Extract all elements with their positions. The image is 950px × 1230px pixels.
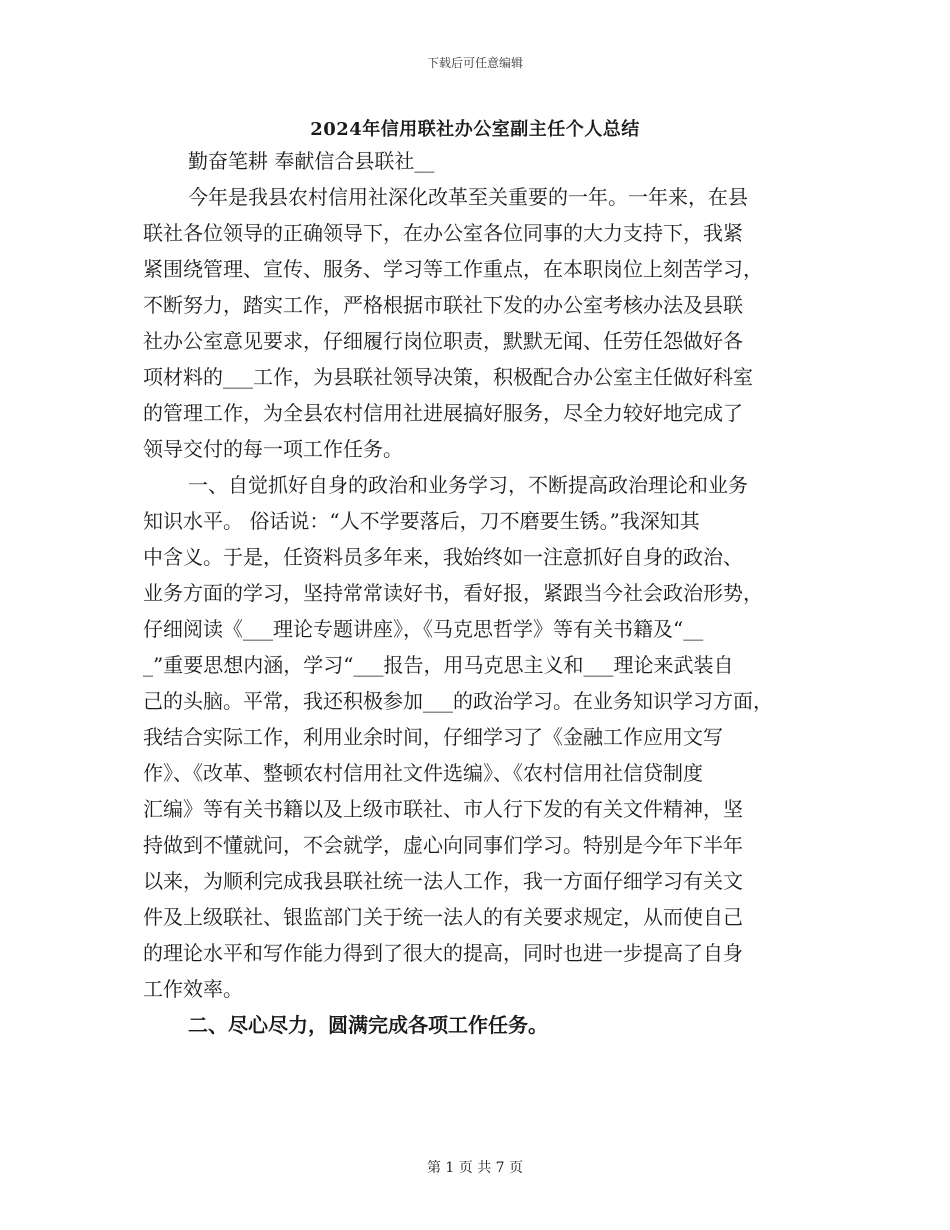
paragraph-line: 领导交付的每一项工作任务。	[143, 437, 403, 461]
paragraph-line: 业务方面的学习，坚持常常读好书，看好报，紧跟当今社会政治形势，	[143, 581, 763, 605]
paragraph-line: 我结合实际工作，利用业余时间，仔细学习了《金融工作应用文写	[143, 725, 723, 749]
paragraph-line: 不断努力，踏实工作，严格根据市联社下发的办公室考核办法及县联	[143, 293, 743, 317]
paragraph-line: 社办公室意见要求，仔细履行岗位职责，默默无闻、任劳任怨做好各	[143, 329, 743, 353]
paragraph-line: 工作效率。	[143, 977, 243, 1001]
paragraph-line: 的理论水平和写作能力得到了很大的提高，同时也进一步提高了自身	[143, 941, 743, 965]
paragraph-line: 项材料的___工作，为县联社领导决策，积极配合办公室主任做好科室	[143, 365, 753, 389]
page-number: 第 1 页 共 7 页	[426, 1160, 524, 1176]
paragraph-line: 中含义。于是，任资料员多年来，我始终如一注意抓好自身的政治、	[143, 545, 743, 569]
section-heading-line: 一、自觉抓好自身的政治和业务学习，不断提高政治理论和业务	[188, 473, 748, 497]
paragraph-line: 的管理工作，为全县农村信用社进展搞好服务，尽全力较好地完成了	[143, 401, 743, 425]
section-heading: 二、尽心尽力，圆满完成各项工作任务。	[188, 1013, 548, 1037]
paragraph-line: 知识水平。 俗话说：“人不学要落后，刀不磨要生锈。”我深知其	[143, 509, 700, 533]
paragraph-line: _”重要思想内涵，学习“___报告，用马克思主义和___理论来武装自	[143, 653, 734, 677]
document-body	[143, 143, 811, 1043]
paragraph-line: 汇编》等有关书籍以及上级市联社、市人行下发的有关文件精神，坚	[143, 797, 743, 821]
subtitle-line: 勤奋笔耕 奉献信合县联社__	[188, 149, 435, 173]
header-note: 下载后可任意编辑	[426, 56, 523, 70]
paragraph-line: 仔细阅读《___理论专题讲座》，《马克思哲学》等有关书籍及“__	[143, 617, 704, 641]
paragraph-line: 今年是我县农村信用社深化改革至关重要的一年。一年来，在县	[188, 185, 748, 209]
paragraph-line: 以来，为顺利完成我县联社统一法人工作，我一方面仔细学习有关文	[143, 869, 743, 893]
paragraph-line: 己的头脑。平常，我还积极参加___的政治学习。在业务知识学习方面，	[143, 689, 773, 713]
paragraph-line: 持做到不懂就问，不会就学，虚心向同事们学习。特别是今年下半年	[143, 833, 743, 857]
document-title: 2024年信用联社办公室副主任个人总结	[310, 119, 640, 140]
paragraph-line: 联社各位领导的正确领导下，在办公室各位同事的大力支持下，我紧	[143, 221, 743, 245]
paragraph-line: 紧围绕管理、宣传、服务、学习等工作重点，在本职岗位上刻苦学习，	[143, 257, 763, 281]
paragraph-line: 件及上级联社、银监部门关于统一法人的有关要求规定，从而使自己	[143, 905, 743, 929]
paragraph-line: 作》、《改革、整顿农村信用社文件选编》、《农村信用社信贷制度	[143, 761, 703, 785]
